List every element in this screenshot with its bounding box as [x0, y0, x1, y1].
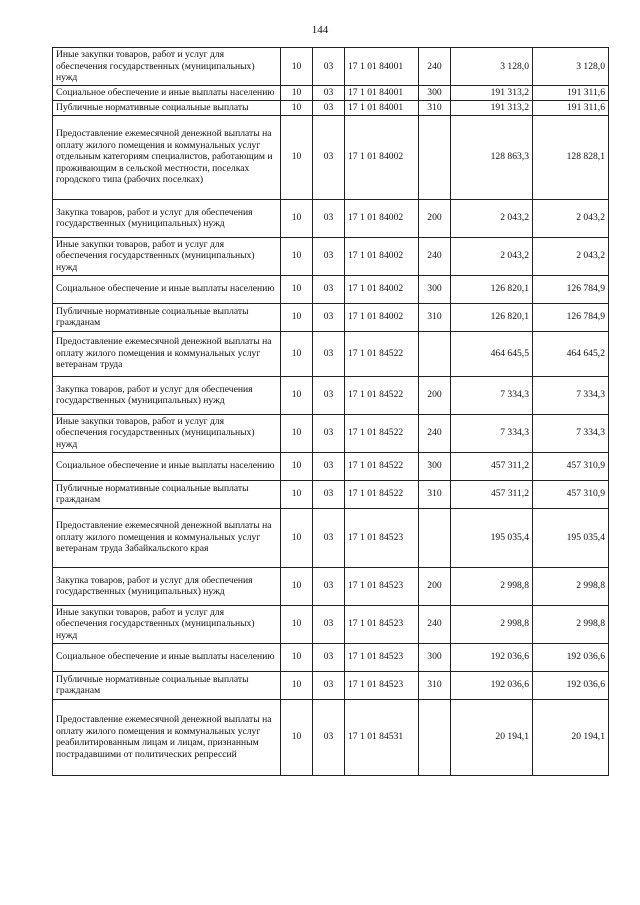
table-row — [53, 414, 609, 452]
row-name: Иные закупки товаров, работ и услуг для обеспечения государственных (муниципальных) нужд — [53, 48, 281, 86]
row-target-article: 17 1 01 84001 — [345, 101, 419, 116]
row-amount-2: 2 998,8 — [533, 567, 609, 605]
row-amount-2: 457 310,9 — [533, 452, 609, 480]
row-subsection: 03 — [313, 414, 345, 452]
row-amount-2: 457 310,9 — [533, 480, 609, 508]
row-name: Социальное обеспечение и иные выплаты населению — [53, 643, 281, 671]
row-section: 10 — [281, 480, 313, 508]
row-amount-1: 3 128,0 — [451, 48, 533, 86]
row-expense-type: 200 — [419, 199, 451, 237]
row-section: 10 — [281, 605, 313, 643]
row-expense-type: 240 — [419, 237, 451, 275]
row-subsection: 03 — [313, 48, 345, 86]
row-amount-1: 191 313,2 — [451, 101, 533, 116]
row-expense-type: 300 — [419, 86, 451, 101]
row-amount-1: 192 036,6 — [451, 643, 533, 671]
row-amount-2: 464 645,2 — [533, 331, 609, 376]
row-section: 10 — [281, 414, 313, 452]
row-section: 10 — [281, 86, 313, 101]
row-target-article: 17 1 01 84522 — [345, 376, 419, 414]
row-amount-2: 7 334,3 — [533, 414, 609, 452]
row-amount-2: 20 194,1 — [533, 699, 609, 775]
row-amount-1: 2 043,2 — [451, 199, 533, 237]
row-name: Социальное обеспечение и иные выплаты населению — [53, 275, 281, 303]
row-target-article: 17 1 01 84002 — [345, 303, 419, 331]
table-row — [53, 303, 609, 331]
row-amount-1: 126 820,1 — [451, 275, 533, 303]
table-row — [53, 115, 609, 199]
row-target-article: 17 1 01 84523 — [345, 567, 419, 605]
row-expense-type: 300 — [419, 643, 451, 671]
table-row — [53, 331, 609, 376]
row-target-article: 17 1 01 84002 — [345, 275, 419, 303]
row-expense-type: 240 — [419, 414, 451, 452]
table-row — [53, 101, 609, 116]
row-target-article: 17 1 01 84523 — [345, 643, 419, 671]
row-expense-type: 310 — [419, 101, 451, 116]
row-name: Предоставление ежемесячной денежной выплаты на оплату жилого помещения и коммунальных услуг реабилитированным лицам и лицам, признанным пострадавшими от политических репрессий — [53, 699, 281, 775]
row-section: 10 — [281, 376, 313, 414]
row-section: 10 — [281, 48, 313, 86]
row-section: 10 — [281, 331, 313, 376]
table-row — [53, 275, 609, 303]
row-subsection: 03 — [313, 303, 345, 331]
row-amount-2: 2 998,8 — [533, 605, 609, 643]
row-subsection: 03 — [313, 199, 345, 237]
row-subsection: 03 — [313, 275, 345, 303]
row-target-article: 17 1 01 84523 — [345, 605, 419, 643]
table-row — [53, 376, 609, 414]
row-amount-2: 2 043,2 — [533, 199, 609, 237]
row-section: 10 — [281, 671, 313, 699]
row-expense-type — [419, 699, 451, 775]
row-amount-2: 128 828,1 — [533, 115, 609, 199]
row-name: Социальное обеспечение и иные выплаты населению — [53, 452, 281, 480]
row-amount-1: 464 645,5 — [451, 331, 533, 376]
row-section: 10 — [281, 699, 313, 775]
row-target-article: 17 1 01 84522 — [345, 452, 419, 480]
row-section: 10 — [281, 452, 313, 480]
row-name: Публичные нормативные социальные выплаты гражданам — [53, 480, 281, 508]
row-subsection: 03 — [313, 237, 345, 275]
row-subsection: 03 — [313, 115, 345, 199]
row-expense-type: 240 — [419, 48, 451, 86]
table-body — [53, 48, 609, 776]
row-name: Предоставление ежемесячной денежной выплаты на оплату жилого помещения и коммунальных услуг отдельным категориям специалистов, работающим и проживающим в сельской местности, поселках городского типа (рабочих поселках) — [53, 115, 281, 199]
row-amount-2: 191 311,6 — [533, 86, 609, 101]
row-amount-1: 192 036,6 — [451, 671, 533, 699]
row-expense-type — [419, 508, 451, 567]
row-amount-1: 128 863,3 — [451, 115, 533, 199]
row-section: 10 — [281, 275, 313, 303]
row-target-article: 17 1 01 84523 — [345, 671, 419, 699]
row-name: Закупка товаров, работ и услуг для обеспечения государственных (муниципальных) нужд — [53, 199, 281, 237]
row-target-article: 17 1 01 84001 — [345, 86, 419, 101]
row-expense-type: 240 — [419, 605, 451, 643]
row-name: Закупка товаров, работ и услуг для обеспечения государственных (муниципальных) нужд — [53, 376, 281, 414]
row-subsection: 03 — [313, 331, 345, 376]
row-subsection: 03 — [313, 86, 345, 101]
row-target-article: 17 1 01 84531 — [345, 699, 419, 775]
row-amount-2: 126 784,9 — [533, 303, 609, 331]
row-target-article: 17 1 01 84002 — [345, 237, 419, 275]
row-amount-2: 191 311,6 — [533, 101, 609, 116]
row-name: Иные закупки товаров, работ и услуг для обеспечения государственных (муниципальных) нужд — [53, 605, 281, 643]
row-subsection: 03 — [313, 567, 345, 605]
row-expense-type: 310 — [419, 671, 451, 699]
table-row — [53, 237, 609, 275]
row-section: 10 — [281, 101, 313, 116]
row-target-article: 17 1 01 84522 — [345, 414, 419, 452]
row-expense-type: 200 — [419, 567, 451, 605]
row-section: 10 — [281, 643, 313, 671]
row-name: Предоставление ежемесячной денежной выплаты на оплату жилого помещения и коммунальных услуг ветеранам труда Забайкальского края — [53, 508, 281, 567]
row-subsection: 03 — [313, 101, 345, 116]
row-amount-1: 2 998,8 — [451, 605, 533, 643]
row-amount-1: 7 334,3 — [451, 376, 533, 414]
row-name: Иные закупки товаров, работ и услуг для обеспечения государственных (муниципальных) нужд — [53, 237, 281, 275]
row-amount-2: 192 036,6 — [533, 643, 609, 671]
table-row — [53, 480, 609, 508]
table-row — [53, 699, 609, 775]
row-amount-2: 192 036,6 — [533, 671, 609, 699]
row-section: 10 — [281, 115, 313, 199]
row-target-article: 17 1 01 84001 — [345, 48, 419, 86]
row-subsection: 03 — [313, 452, 345, 480]
table-row — [53, 567, 609, 605]
row-expense-type — [419, 331, 451, 376]
table-row — [53, 199, 609, 237]
row-amount-2: 7 334,3 — [533, 376, 609, 414]
row-subsection: 03 — [313, 480, 345, 508]
table-row — [53, 605, 609, 643]
row-subsection: 03 — [313, 605, 345, 643]
row-subsection: 03 — [313, 699, 345, 775]
row-expense-type: 300 — [419, 452, 451, 480]
row-expense-type: 300 — [419, 275, 451, 303]
table-row — [53, 48, 609, 86]
row-subsection: 03 — [313, 643, 345, 671]
budget-table — [52, 47, 609, 776]
row-target-article: 17 1 01 84002 — [345, 115, 419, 199]
row-amount-1: 20 194,1 — [451, 699, 533, 775]
row-section: 10 — [281, 199, 313, 237]
row-amount-1: 191 313,2 — [451, 86, 533, 101]
row-amount-2: 195 035,4 — [533, 508, 609, 567]
row-target-article: 17 1 01 84002 — [345, 199, 419, 237]
row-expense-type — [419, 115, 451, 199]
row-amount-1: 195 035,4 — [451, 508, 533, 567]
row-name: Социальное обеспечение и иные выплаты населению — [53, 86, 281, 101]
row-amount-1: 457 311,2 — [451, 480, 533, 508]
row-target-article: 17 1 01 84522 — [345, 331, 419, 376]
row-subsection: 03 — [313, 376, 345, 414]
row-section: 10 — [281, 303, 313, 331]
row-name: Публичные нормативные социальные выплаты — [53, 101, 281, 116]
row-expense-type: 310 — [419, 303, 451, 331]
table-row — [53, 643, 609, 671]
row-amount-2: 3 128,0 — [533, 48, 609, 86]
row-section: 10 — [281, 508, 313, 567]
page-number: 144 — [311, 24, 329, 36]
table-row — [53, 671, 609, 699]
row-amount-1: 126 820,1 — [451, 303, 533, 331]
row-name: Публичные нормативные социальные выплаты гражданам — [53, 671, 281, 699]
row-target-article: 17 1 01 84522 — [345, 480, 419, 508]
table-row — [53, 86, 609, 101]
row-subsection: 03 — [313, 508, 345, 567]
row-amount-2: 2 043,2 — [533, 237, 609, 275]
row-expense-type: 310 — [419, 480, 451, 508]
row-amount-1: 2 043,2 — [451, 237, 533, 275]
row-name: Предоставление ежемесячной денежной выплаты на оплату жилого помещения и коммунальных услуг ветеранам труда — [53, 331, 281, 376]
row-amount-2: 126 784,9 — [533, 275, 609, 303]
row-section: 10 — [281, 237, 313, 275]
row-expense-type: 200 — [419, 376, 451, 414]
row-section: 10 — [281, 567, 313, 605]
row-name: Закупка товаров, работ и услуг для обеспечения государственных (муниципальных) нужд — [53, 567, 281, 605]
row-target-article: 17 1 01 84523 — [345, 508, 419, 567]
table-row — [53, 508, 609, 567]
row-name: Публичные нормативные социальные выплаты гражданам — [53, 303, 281, 331]
row-amount-1: 457 311,2 — [451, 452, 533, 480]
row-amount-1: 2 998,8 — [451, 567, 533, 605]
row-subsection: 03 — [313, 671, 345, 699]
row-amount-1: 7 334,3 — [451, 414, 533, 452]
table-row — [53, 452, 609, 480]
row-name: Иные закупки товаров, работ и услуг для обеспечения государственных (муниципальных) нужд — [53, 414, 281, 452]
